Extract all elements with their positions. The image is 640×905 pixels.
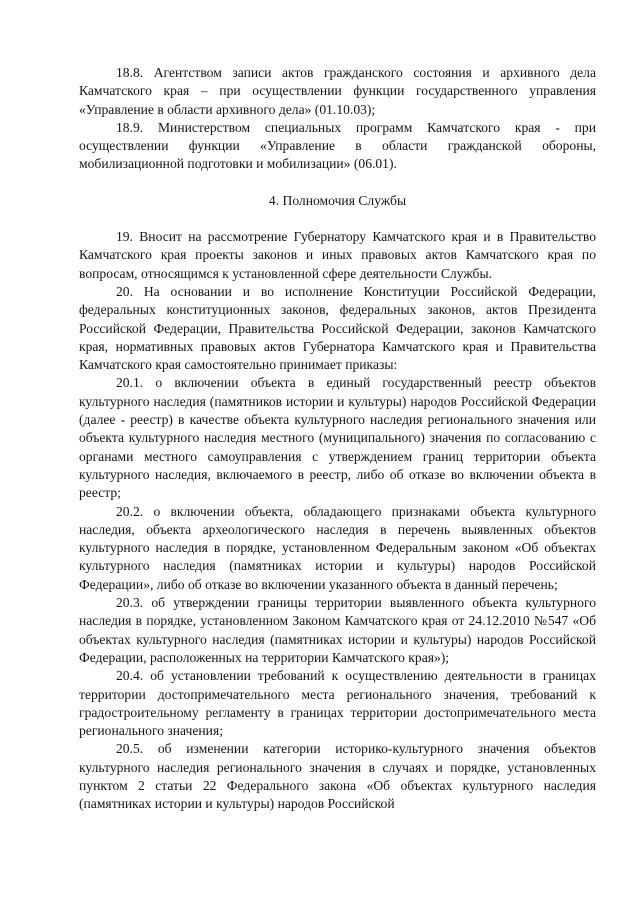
paragraph-20-5: 20.5. об изменении категории историко-культурного значения объектов культурного наследия регионального значения в случаях и порядке, установленных пунктом 2 статьи 22 Федерального закона «Об объектах культурного наследия (памятниках истории и культуры) народов Российской [79, 741, 596, 812]
paragraph-18-9: 18.9. Министерством специальных программ Камчатского края - при осуществлении функции «Управление в области гражданской обороны, мобилизационной подготовки и мобилизации» (06.01). [79, 119, 596, 172]
section-heading: 4. Полномочия Службы [268, 192, 407, 208]
paragraph-20: 20. На основании и во исполнение Конституции Российской Федерации, федеральных конституционных законов, федеральных законов, актов Президента Российской Федерации, Правительства Российской Федерации, законов Камчатского края, нормативных правовых актов Губернатора Камчатского края и Правительства Камчатского края самостоятельно принимает приказы: [79, 283, 596, 373]
document-page [79, 64, 596, 814]
paragraph-18-8: 18.8. Агентством записи актов гражданского состояния и архивного дела Камчатского края – при осуществлении функции государственного управления «Управление в области архивного дела» (01.10.03); [79, 65, 596, 117]
paragraph-19: 19. Вносит на рассмотрение Губернатору Камчатского края и в Правительство Камчатского края проекты законов и иных правовых актов Камчатского края по вопросам, относящимся к установленной сфере деятельности Службы. [79, 229, 596, 281]
paragraph-20-2: 20.2. о включении объекта, обладающего признаками объекта культурного наследия, объекта археологического наследия в перечень выявленных объектов культурного наследия в порядке, установленном Федеральным законом «Об объектах культурного наследия (памятниках истории и культуры) народов Российской Федерации», либо об отказе во включении указанного объекта в данный перечень; [79, 503, 596, 592]
paragraph-20-3: 20.3. об утверждении границы территории выявленного объекта культурного наследия в порядке, установленном Законом Камчатского края от 24.12.2010 №547 «Об объектах культурного наследия (памятниках истории и культуры) народов Российской Федерации, расположенных на территории Камчатского края»); [79, 595, 596, 665]
paragraph-20-4: 20.4. об установлении требований к осуществлению деятельности в границах территории достопримечательного места регионального значения, требований к градостроительному регламенту в границах территории достопримечательного места регионального значения; [79, 668, 596, 739]
paragraph-20-1: 20.1. о включении объекта в единый государственный реестр объектов культурного наследия (памятников истории и культуры) народов Российской Федерации (далее - реестр) в качестве объекта культурного наследия регионального значения или объекта культурного наследия местного (муниципального) значения по согласованию с органами местного самоуправления с утверждением границ территории объекта культурного наследия, включаемого в реестр, либо об отказе во включении объекта в реестр; [79, 375, 596, 501]
